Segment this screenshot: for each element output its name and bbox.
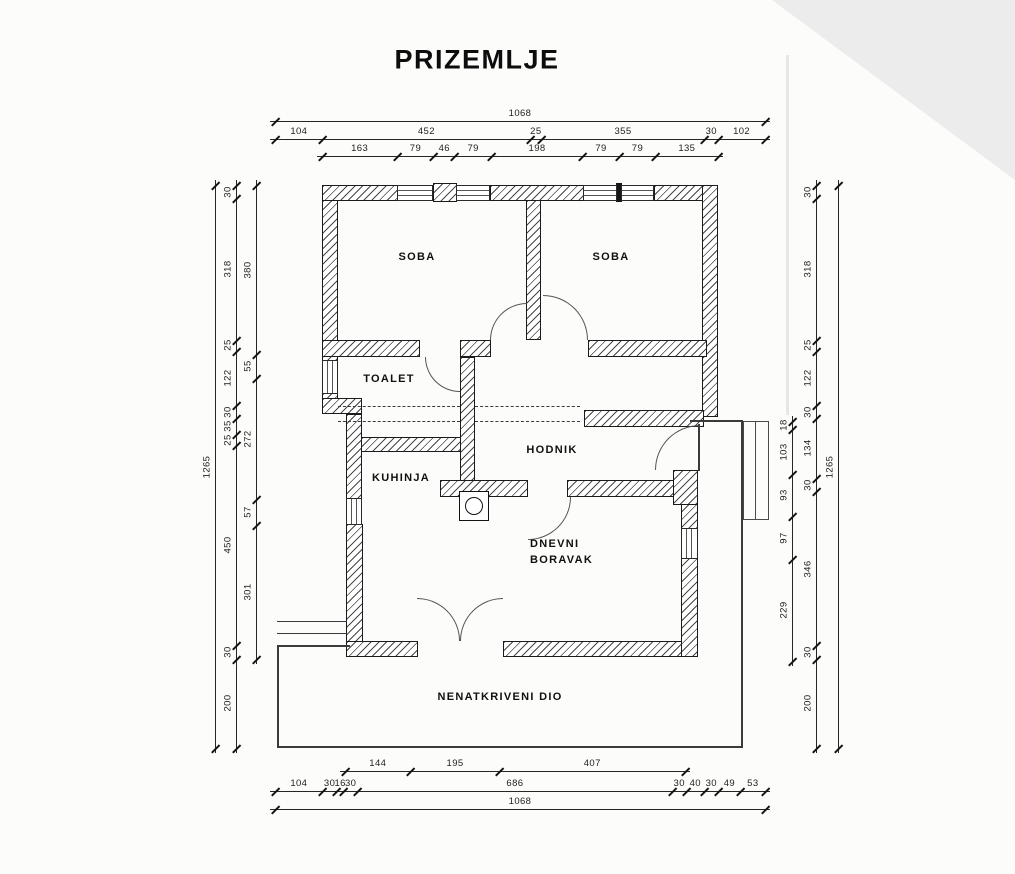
dimension-label: 200 [802, 694, 814, 713]
dimension-label: 346 [802, 560, 814, 578]
dim-chain-line-right-main [816, 180, 817, 753]
dimension-label: 135 [678, 143, 696, 154]
dimension-label: 163 [351, 143, 369, 154]
dimension-label: 30 [802, 646, 814, 658]
page-title: PRIZEMLJE [394, 44, 560, 75]
dimension-label: 318 [802, 260, 814, 278]
dimension-label: 79 [595, 143, 607, 154]
room-label-nenatkriveni-dio: NENATKRIVENI DIO [437, 691, 563, 703]
dimension-label: 53 [747, 778, 759, 789]
dimension-label: 1068 [508, 796, 532, 807]
dimension-label: 450 [222, 536, 234, 555]
dim-chain-line-top-total [270, 121, 770, 122]
dimension-label: 49 [723, 778, 736, 789]
dimension-label: 200 [222, 694, 234, 713]
dimension-label: 46 [438, 143, 450, 154]
dimension-label: 79 [467, 143, 479, 154]
room-label-soba-right: SOBA [592, 251, 630, 263]
dimension-label: 1068 [508, 108, 532, 119]
dim-chain-line-left-total [215, 180, 216, 753]
dim-chain-line-top-detail [317, 156, 723, 157]
dimension-label: 30 [222, 406, 234, 418]
dimension-label: 79 [409, 143, 422, 154]
dimension-label: 452 [417, 126, 435, 137]
dimension-label: 25 [802, 339, 814, 352]
dimension-label: 57 [242, 506, 254, 519]
dim-chain-line-bottom-detail [340, 771, 690, 772]
dimension-label: 380 [242, 261, 254, 279]
dimension-label: 272 [242, 430, 254, 448]
dimension-label: 144 [369, 758, 387, 769]
dimension-label: 25 [222, 339, 234, 352]
dim-chain-line-bottom-total [270, 809, 770, 810]
dimension-label: 318 [222, 260, 234, 278]
dimension-label: 35 [222, 420, 234, 433]
dimension-label: 301 [242, 583, 254, 601]
dimension-label: 79 [631, 143, 644, 154]
dimension-label: 1265 [201, 455, 213, 478]
dimension-label: 1265 [824, 455, 836, 478]
dimension-label: 25 [222, 434, 234, 446]
dimension-label: 30 [323, 778, 336, 789]
dim-chain-line-right-total [838, 180, 839, 753]
dimension-label: 122 [802, 369, 814, 387]
dim-chain-line-left-detail [256, 180, 257, 664]
dimension-label: 195 [446, 758, 464, 769]
dim-chain-line-top-main [270, 139, 770, 140]
dimension-label: 30 [802, 406, 814, 418]
dimension-label: 30 [802, 479, 814, 491]
dimension-label: 18 [778, 419, 790, 431]
dimension-label: 30 [673, 778, 685, 789]
dimension-label: 407 [583, 758, 601, 769]
dimension-label: 30 [705, 778, 717, 789]
room-label-toalet: TOALET [363, 373, 415, 385]
dimension-label: 55 [242, 360, 254, 373]
dimension-label: 30 [222, 185, 234, 198]
dimension-label: 104 [290, 778, 308, 789]
dimension-label: 30 [705, 126, 717, 137]
dimension-label: 25 [530, 126, 542, 137]
dimension-label: 102 [733, 126, 751, 137]
dim-chain-line-left-main [236, 180, 237, 753]
dimension-label: 30 [345, 778, 357, 789]
room-label-dnevni-line2: BORAVAK [530, 554, 594, 566]
room-label-soba-left: SOBA [398, 251, 436, 263]
dimension-label: 93 [778, 489, 790, 502]
room-label-hodnik: HODNIK [526, 444, 578, 456]
dimension-label: 229 [778, 601, 790, 619]
dimension-label: 134 [802, 439, 814, 457]
room-label-kuhinja: KUHINJA [372, 472, 430, 484]
dimension-label: 686 [506, 778, 524, 789]
dimension-label: 104 [290, 126, 308, 137]
dimension-label: 122 [222, 369, 234, 387]
dimension-label: 30 [802, 185, 814, 198]
dimension-label: 30 [222, 646, 234, 658]
dimension-label: 198 [528, 143, 546, 154]
dimension-label: 355 [614, 126, 632, 137]
dimension-label: 103 [778, 443, 790, 461]
dimension-label: 40 [689, 778, 701, 789]
dimension-label: 97 [778, 531, 790, 544]
dimension-label: 16 [334, 778, 346, 789]
room-label-dnevni-line1: DNEVNI [530, 538, 580, 550]
dim-chain-line-right-detail [792, 416, 793, 666]
